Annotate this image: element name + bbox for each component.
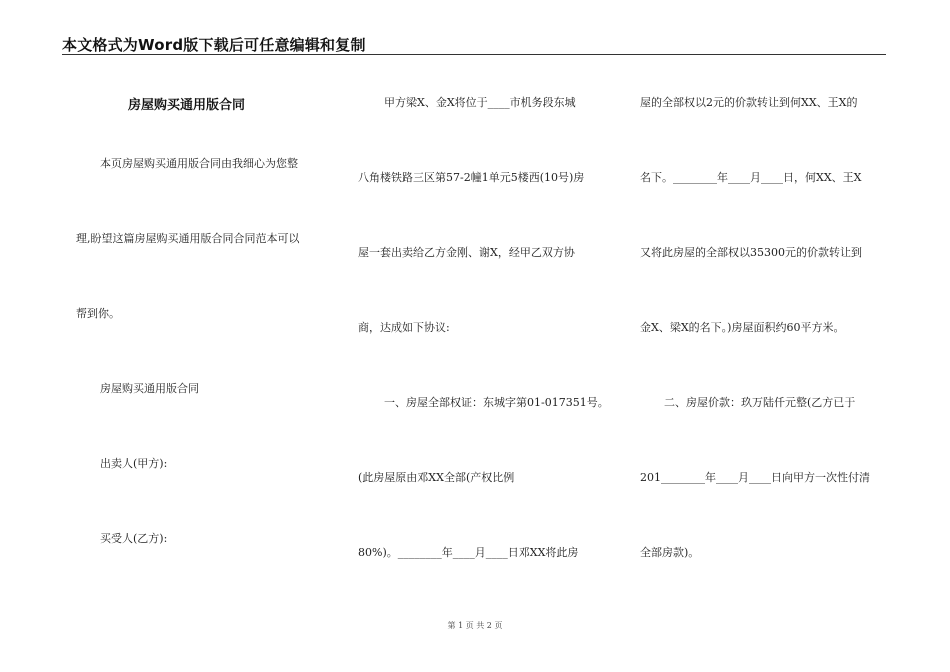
middle-line-1: 甲方梁X、金X将位于____市机务段东城 [384,96,576,109]
right-line-5: 二、房屋价款：玖万陆仟元整(乙方已于 [664,396,856,409]
right-line-6: 201________年____月____日向甲方一次性付清 [640,471,870,484]
buyer-label: 买受人(乙方): [100,532,168,545]
document-header [62,34,886,55]
right-line-4: 金X、梁X的名下。)房屋面积约60平方米。 [640,321,845,334]
middle-line-6: (此房屋原由邓XX全部(产权比例 [358,471,515,484]
intro-line-1: 本页房屋购买通用版合同由我细心为您整 [100,157,298,170]
document-title: 房屋购买通用版合同 [128,98,246,113]
right-line-2: 名下。________年____月____日，何XX、王X [640,171,862,184]
middle-line-7: 80%)。________年____月____日邓XX将此房 [358,546,579,559]
header-title: 本文格式为Word版下载后可任意编辑和复制 [62,36,366,54]
right-line-7: 全部房款)。 [640,546,700,559]
right-line-1: 屋的全部权以2元的价款转让到何XX、王X的 [640,96,858,109]
middle-line-3: 屋一套出卖给乙方金刚、谢X，经甲乙双方协 [358,246,575,259]
right-line-3: 又将此房屋的全部权以35300元的价款转让到 [640,246,862,259]
intro-line-2: 理,盼望这篇房屋购买通用版合同合同范本可以 [76,232,300,245]
intro-line-3: 帮到你。 [76,307,120,320]
contract-heading: 房屋购买通用版合同 [100,382,199,395]
seller-label: 出卖人(甲方): [100,457,168,470]
page-number: 第 1 页 共 2 页 [447,621,503,630]
middle-line-2: 八角楼铁路三区第57-2幢1单元5楼西(10号)房 [358,171,585,184]
middle-line-5: 一、房屋全部权证：东城字第01-017351号。 [384,396,609,409]
middle-line-4: 商，达成如下协议: [358,321,450,334]
